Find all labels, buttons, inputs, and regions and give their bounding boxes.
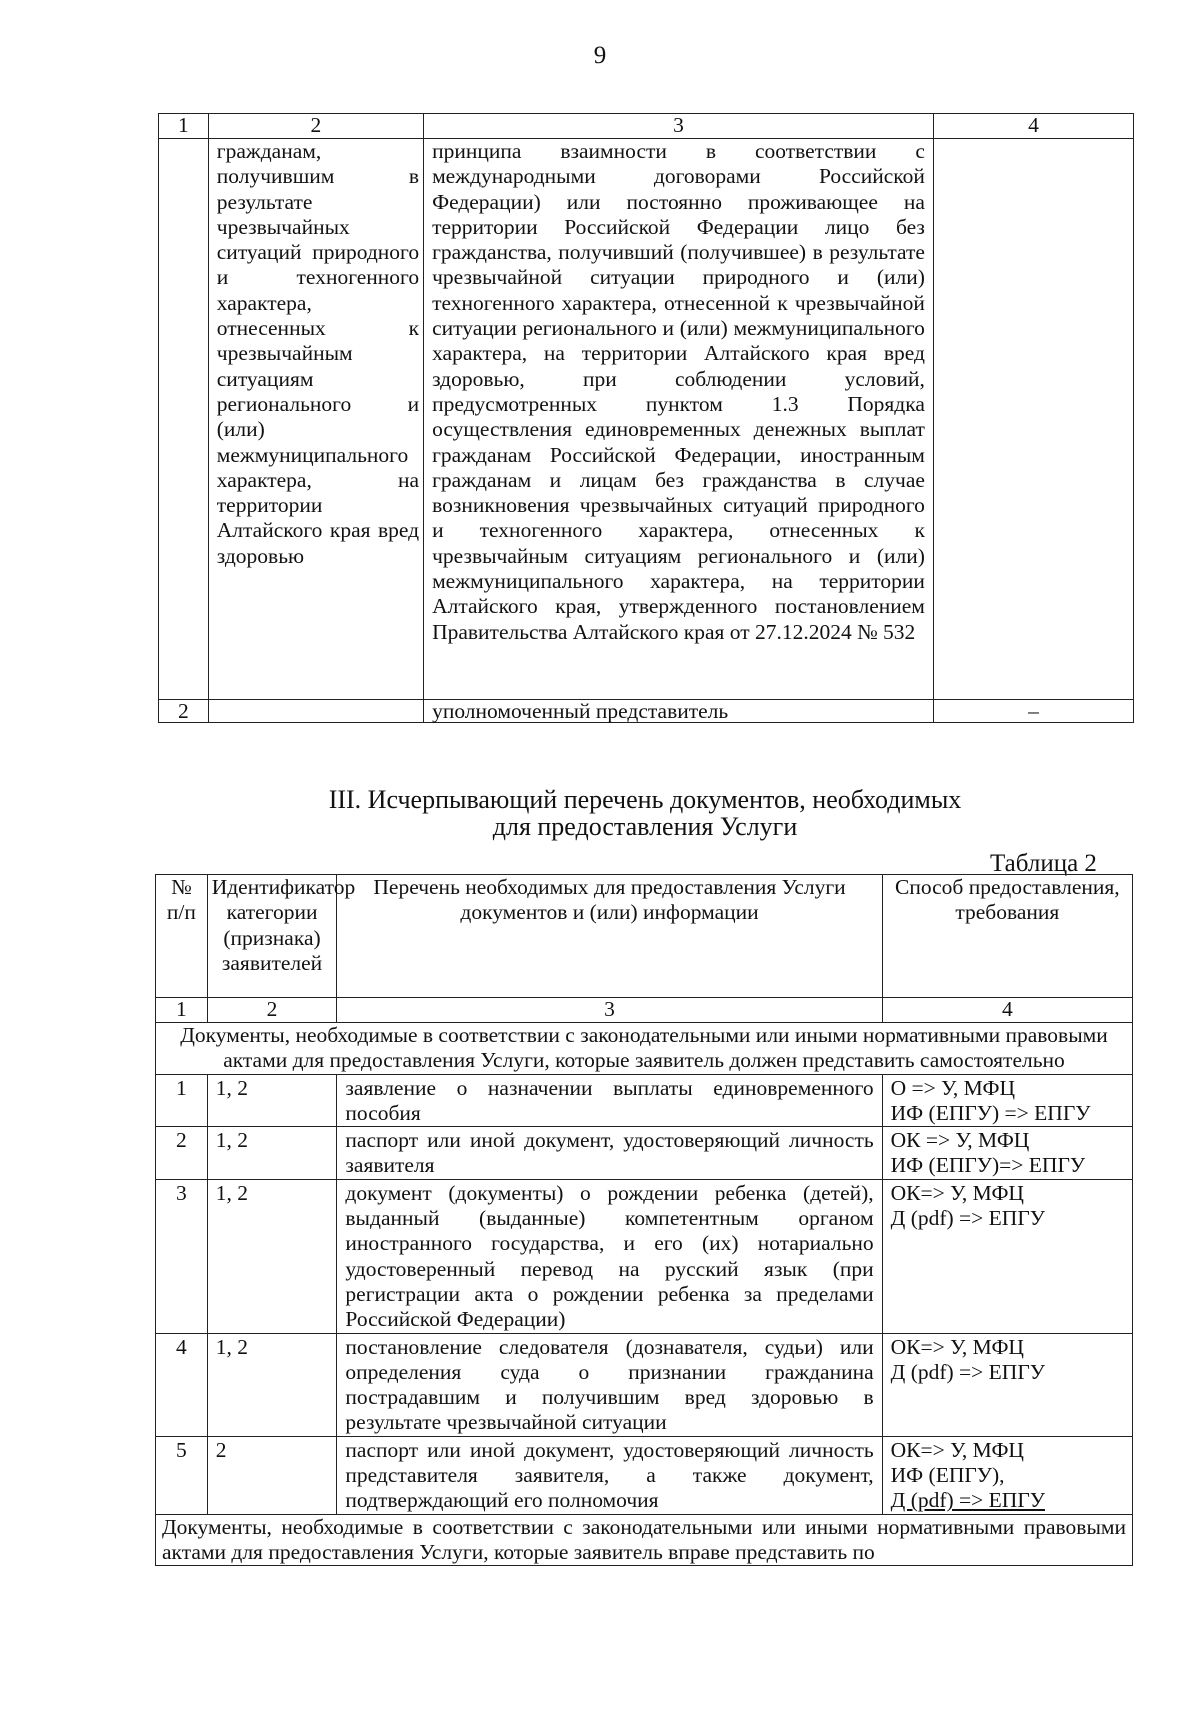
identifier-cell: 1, 2 — [207, 1127, 337, 1180]
table-row — [156, 1074, 1133, 1127]
header-method: Способ предоставления, требования — [882, 875, 1132, 998]
method-cell: ОК => У, МФЦ ИФ (ЕПГУ)=> ЕПГУ — [882, 1127, 1132, 1180]
identifier-cell: 2 — [207, 1436, 337, 1514]
dash-cell: – — [933, 700, 1133, 723]
column-number: 2 — [207, 998, 337, 1023]
table-header-row — [159, 114, 1134, 139]
section-title: III. Исчерпывающий перечень документов, необходимых для предоставления Услуги — [328, 785, 962, 841]
table-row — [159, 700, 1134, 723]
group-row — [156, 1023, 1133, 1075]
column-number: 2 — [208, 114, 423, 139]
method-cell: О => У, МФЦ ИФ (ЕПГУ) => ЕПГУ — [882, 1074, 1132, 1127]
documents-table — [155, 874, 1133, 1566]
identifier-cell: 1, 2 — [207, 1179, 337, 1333]
header-identifier: Идентификатор категории (признака) заявителей — [207, 875, 337, 998]
continuation-table — [158, 113, 1134, 723]
column-number: 4 — [933, 114, 1133, 139]
row-number-cell: 5 — [156, 1436, 208, 1514]
group-heading: Документы, необходимые в соответствии с законодательными или иными нормативными правовыми актами для предоставления Услуги, которые заявитель вправе представить по — [156, 1514, 1133, 1566]
table-label: Таблица 2 — [990, 850, 1097, 877]
group-row — [156, 1514, 1133, 1566]
document-cell: паспорт или иной документ, удостоверяющий личность представителя заявителя, а также документ, подтверждающий его полномочия — [337, 1436, 882, 1514]
table-row — [156, 1333, 1133, 1436]
identifier-cell: 1, 2 — [207, 1074, 337, 1127]
group-heading: Документы, необходимые в соответствии с законодательными или иными нормативными правовыми актами для предоставления Услуги, которые заявитель должен представить самостоятельно — [156, 1023, 1133, 1075]
row-number-cell: 1 — [156, 1074, 208, 1127]
column-numbers-row — [156, 998, 1133, 1023]
column-number: 3 — [424, 114, 934, 139]
method-cell: ОК=> У, МФЦ ИФ (ЕПГУ), Д (pdf) => ЕПГУ — [882, 1436, 1132, 1514]
empty-cell — [208, 700, 423, 723]
page-number: 9 — [593, 42, 607, 69]
identifier-cell: 1, 2 — [207, 1333, 337, 1436]
table-row — [159, 139, 1134, 700]
table-row — [156, 1179, 1133, 1333]
description-cell: уполномоченный представитель — [424, 700, 934, 723]
document-cell: постановление следователя (дознавателя, судьи) или определения суда о признании гражданина пострадавшим и получившим вред здоровью в результате чрезвычайной ситуации — [337, 1333, 882, 1436]
column-number: 1 — [159, 114, 209, 139]
table-row — [156, 1436, 1133, 1514]
column-number: 4 — [882, 998, 1132, 1023]
row-number-cell: 3 — [156, 1179, 208, 1333]
row-number-cell: 2 — [156, 1127, 208, 1180]
category-cell: гражданам, получившим в результате чрезвычайных ситуаций природного и техногенного характера, отнесенных к чрезвычайным ситуациям регионального и (или) межмуниципального характера, на территории Алтайского края вред здоровью — [208, 139, 423, 700]
method-cell: ОК=> У, МФЦ Д (pdf) => ЕПГУ — [882, 1333, 1132, 1436]
table-header-row — [156, 875, 1133, 998]
document-cell: паспорт или иной документ, удостоверяющий личность заявителя — [337, 1127, 882, 1180]
empty-cell — [933, 139, 1133, 700]
header-documents: Перечень необходимых для предоставления Услуги документов и (или) информации — [337, 875, 882, 998]
description-cell: принципа взаимности в соответствии с международными договорами Российской Федерации) или постоянно проживающее на территории Российской Федерации лицо без гражданства, получивший (получившее) в результате чрезвычайной ситуации природного и (или) техногенного характера, отнесенной к чрезвычайной ситуации регионального и (или) межмуниципального характера, на территории Алтайского края вред здоровью, при соблюдении условий, предусмотренных пунктом 1.3 Порядка осуществления единовременных денежных выплат гражданам Российской Федерации, иностранным гражданам и лицам без гражданства в случае возникновения чрезвычайных ситуаций природного и техногенного характера, отнесенных к чрезвычайным ситуациям регионального и (или) межмуниципального характера, на территории Алтайского края, утвержденного постановлением Правительства Алтайского края от 27.12.2024 № 532 — [424, 139, 934, 700]
document-cell: документ (документы) о рождении ребенка (детей), выданный (выданные) компетентным органом иностранного государства, и его (их) нотариально удостоверенный перевод на русский язык (при регистрации акта о рождении ребенка за пределами Российской Федерации) — [337, 1179, 882, 1333]
row-number-cell: 2 — [159, 700, 209, 723]
method-cell: ОК=> У, МФЦ Д (pdf) => ЕПГУ — [882, 1179, 1132, 1333]
document-cell: заявление о назначении выплаты единовременного пособия — [337, 1074, 882, 1127]
row-number-cell — [159, 139, 209, 700]
column-number: 1 — [156, 998, 208, 1023]
column-number: 3 — [337, 998, 882, 1023]
header-number: № п/п — [156, 875, 208, 998]
row-number-cell: 4 — [156, 1333, 208, 1436]
table-row — [156, 1127, 1133, 1180]
